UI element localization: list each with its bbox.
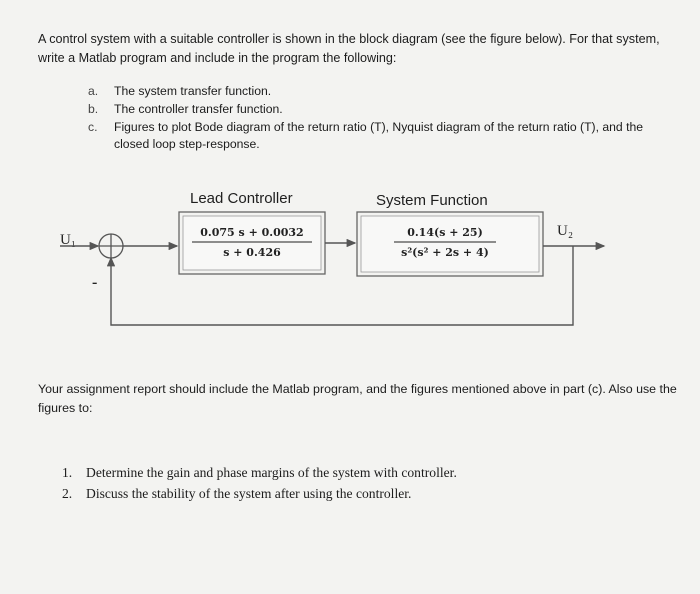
task-marker: b. <box>88 102 99 116</box>
lead-controller-title: Lead Controller <box>190 190 293 207</box>
input-label: U₁ <box>60 232 77 248</box>
report-paragraph: Your assignment report should include the Matlab program, and the figures mentioned above in part (c). Also use the figures to: <box>38 382 677 415</box>
intro-paragraph: A control system with a suitable controller is shown in the block diagram (see the figure below). For that system, write a Matlab program and include in the program the following: <box>38 32 660 65</box>
task-text: The system transfer function. <box>114 84 272 98</box>
question-item <box>62 483 457 504</box>
feedback-sign: - <box>92 274 98 291</box>
question-item <box>62 462 457 483</box>
question-number: 2. <box>62 486 73 501</box>
question-text: Discuss the stability of the system after using the controller. <box>86 486 412 501</box>
system-function-block <box>357 212 543 276</box>
task-marker: a. <box>88 84 99 98</box>
question-list <box>62 462 457 504</box>
summing-junction <box>99 234 123 258</box>
output-label: U₂ <box>557 223 574 239</box>
task-marker: c. <box>88 120 98 134</box>
lead-controller-denominator: s + 0.426 <box>223 246 281 259</box>
question-text: Determine the gain and phase margins of the system with controller. <box>86 465 457 480</box>
question-number: 1. <box>62 465 73 480</box>
lead-controller-block <box>179 212 325 274</box>
system-function-numerator: 0.14(s + 25) <box>407 226 483 239</box>
system-function-denominator: s²(s² + 2s + 4) <box>401 246 489 259</box>
task-text: Figures to plot Bode diagram of the return ratio (T), Nyquist diagram of the return ratio (T), and the closed loop step-response. <box>114 120 644 151</box>
system-function-title: System Function <box>376 192 488 209</box>
task-text: The controller transfer function. <box>114 102 283 116</box>
lead-controller-numerator: 0.075 s + 0.0032 <box>200 226 304 239</box>
